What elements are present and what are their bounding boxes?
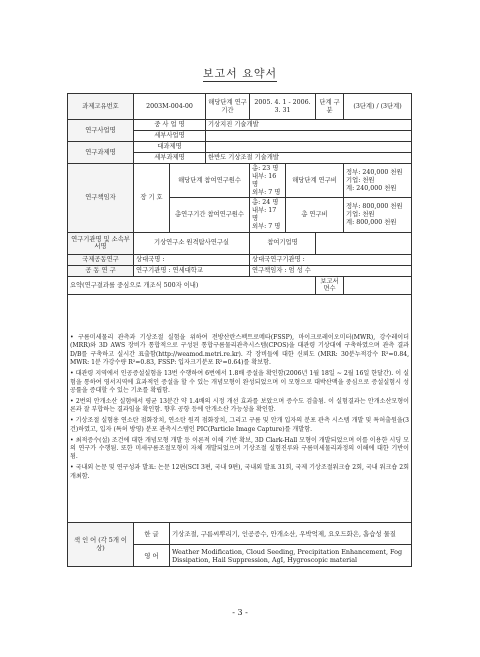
stage-cost-company: 기업: 천원 [346, 176, 375, 184]
summary-item: • 최적증수(설) 조건에 대한 개념모형 개발 등 이론적 이해 기반 확보, 3D Clark-Hall 모형이 개발되었으며 이를 이용한 시딩 모의 연구가 수행됨. 또한 미세구름조절모형이 자체 개발되었으며 기상조절 실험진루와 구름미세물리과정의 이해에 대한 기반이 됨. [70, 436, 410, 461]
stage-people-total: 총: 23 명 [252, 165, 279, 172]
total-people-values [250, 198, 286, 232]
project-number-row [68, 94, 412, 120]
business-label: 연구사업명 [68, 120, 134, 142]
summary-item-text: 기상조절 실험용 연소탄 점화장치, 연소탄 원격 점화장치, 그리고 구름 및 안개 입자의 분포 관측 시스템 개발 및 특허출원을(3건)하였고, 입자 (특허 방영) 분포 관측시스템인 PIC(Particle Image Capture)를 개발함. [70, 417, 410, 433]
project-number-label: 과제고유번호 [68, 94, 134, 120]
mid-business-label: 중 사 업 명 [134, 120, 206, 131]
main-project-label: 대과제명 [134, 142, 206, 153]
detail-business-label: 세부사업명 [134, 131, 206, 142]
stage-cost-total: 계: 240,000 천원 [346, 184, 397, 192]
period-value: 2005. 4. 1 - 2006. 3. 31 [250, 94, 316, 120]
partner-label: 참여기업명 [250, 232, 316, 254]
summary-item-text: 구름미세물리 관측과 기상조절 실험을 위하여 전방산란스펙트로메타(FSSP), 마이크로레이오미터(MWR), 강수레이더(MRR)와 3D AWS 장비가 통합적으로 구성된 통합구름물리관측시스템(CPOS)을 대관령 기상대에 구축하였으며 관측 결과 D/B를 구축하고 실시간 표출함(http://weamod.metri.re.kr). 각 장비들에 대한 신뢰도 (MRR: 30분누적강수 R²=0.84, MWR: 1분 가강수량 R²=0.83, FSSP: 입자크기분포 R²=0.64)를 확보함. [70, 334, 410, 367]
consign-label: 공 동 연 구 [68, 265, 134, 276]
main-project-value [206, 142, 412, 153]
stage-value: (3단계) / (3단계) [344, 94, 412, 120]
summary-body-row [68, 295, 412, 523]
institution-row [68, 232, 412, 254]
institution-label: 연구기관명 및 소속부서명 [68, 232, 134, 254]
keyword-en-label: 영 어 [134, 545, 170, 567]
business-row-1 [68, 120, 412, 131]
keyword-ko-value: 기상조절, 구름씨뿌리기, 인공증수, 안개소산, 우박억제, 요오드화은, 흡습성 물질 [170, 523, 412, 545]
sub-project-value: 한반도 기상조절 기술개발 [206, 153, 412, 164]
total-cost-government: 정부: 800,000 천원 [346, 203, 403, 211]
summary-label: 요약(연구결과를 중심으로 개조식 500자 이내) [68, 276, 316, 295]
keyword-ko-label: 한 글 [134, 523, 170, 545]
partner-value [316, 232, 412, 254]
keyword-row-ko [68, 523, 412, 545]
summary-item: • 기상조절 실험용 연소탄 점화장치, 연소탄 원격 점화장치, 그리고 구름 및 안개 입자의 분포 관측 시스템 개발 및 특허출원을(3건)하였고, 입자 (특허 방영) 분포 관측시스템인 PIC(Particle Image Capture)를 개발함. [70, 417, 410, 433]
summary-item: • 대관령 지역에서 인공증설실험을 13번 수행하여 6번에서 1.8배 증설을 확인함(2006년 1월 18일 ~ 2월 16일 한달간). 이 실험을 통하여 영서지역에 효과적인 증설을 할 수 있는 개념모형이 완성되었으며 이 모형으로 대박산맥을 중심으로 증설실험시 성공률을 증대할 수 있는 기초를 확립함. [70, 370, 410, 394]
summary-body [68, 295, 412, 523]
stage-people-internal: 내부: 16 명 [252, 172, 277, 188]
intl-row [68, 254, 412, 265]
total-cost-total: 계: 800,000 천원 [346, 219, 397, 227]
summary-item: • 구름미세물리 관측과 기상조절 실험을 위하여 전방산란스펙트로메타(FSSP), 마이크로레이오미터(MWR), 강수레이더(MRR)와 3D AWS 장비가 통합적으로 구성된 통합구름물리관측시스템(CPOS)을 대관령 기상대에 구축하였으며 관측 결과 D/B를 구축하고 실시간 표출함(http://weamod.metri.re.kr). 각 장비들에 대한 신뢰도 (MRR: 30분누적강수 R²=0.84, MWR: 1분 가강수량 R²=0.83, FSSP: 입자크기분포 R²=0.64)를 확보함. [70, 334, 410, 367]
total-people-label: 총연구기간 참여연구원수 [170, 198, 250, 232]
total-people-total: 총: 24 명 [252, 199, 279, 207]
stage-people-external: 외부: 7 명 [252, 188, 281, 196]
summary-item: • 2번의 안개소산 실험에서 평균 13분간 약 1.4배의 시정 개선 효과를 보았으며 증수도 검출됨. 이 실험결과는 안개소산모형이론과 잘 부합하는 결과임을 확인함. 향후 공항 등에 안개소산 가능성을 확인함. [70, 397, 410, 414]
document-title-text: 보고서 요약서 [202, 67, 278, 80]
total-people-external: 외부: 7 명 [252, 223, 281, 231]
detail-business-value [206, 131, 412, 142]
page-number: - 3 - [232, 608, 248, 617]
stage-label: 단계 구분 [316, 94, 344, 120]
consign-leader: 연구책임자 : 엄 성 수 [250, 265, 412, 276]
mid-business-value: 기상지진 기술개발 [206, 120, 412, 131]
summary-item: • 국내외 논문 및 연구성과 발표: 논문 12편(SCI 3편, 국내 9편), 국내외 발표 31회, 국제 기상조절워크숍 2회, 국내 워크숍 2회 개최함. [70, 464, 410, 480]
researcher-name: 장 기 호 [134, 164, 170, 233]
sub-project-label: 세부과제명 [134, 153, 206, 164]
total-people-internal: 내부: 17 명 [252, 207, 277, 223]
summary-item-text: 대관령 지역에서 인공증설실험을 13번 수행하여 6번에서 1.8배 증설을 확인함(2006년 1월 18일 ~ 2월 16일 한달간). 이 실험을 통하여 영서지역에 효과적인 증설을 할 수 있는 개념모형이 완성되었으며 이 모형으로 대박산맥을 중심으로 증설실험시 성공률을 증대할 수 있는 기초를 확립함. [70, 370, 410, 394]
summary-item-text: 2번의 안개소산 실험에서 평균 13분간 약 1.4배의 시정 개선 효과를 보았으며 증수도 검출됨. 이 실험결과는 안개소산모형이론과 잘 부합하는 결과임을 확인함. 향후 공항 등에 안개소산 가능성을 확인함. [70, 397, 410, 414]
consign-institution: 연구기관명 : 연세대학교 [134, 265, 250, 276]
institution-value: 기상연구소 원격탐사연구실 [134, 232, 250, 254]
summary-item-text: 국내외 논문 및 연구성과 발표: 논문 12편(SCI 3편, 국내 9편), 국내외 발표 31회, 국제 기상조절워크숍 2회, 국내 워크숍 2회 개최함. [70, 464, 410, 480]
stage-people-label: 해당단계 참여연구원수 [170, 164, 250, 198]
intl-institution: 상대국연구기관명 : [250, 254, 412, 265]
keyword-en-value: Weather Modification, Cloud Seeding, Precipitation Enhancement, Fog Dissipation, Hail Suppression, AgI, Hygroscopic material [170, 545, 412, 567]
report-summary-table [67, 93, 412, 567]
summary-head-row [68, 276, 412, 295]
total-cost-values [344, 198, 412, 232]
period-label: 해당단계 연구기간 [206, 94, 250, 120]
consign-row [68, 265, 412, 276]
project-name-label: 연구과제명 [68, 142, 134, 164]
project-name-row-1 [68, 142, 412, 153]
project-number-value: 2003M-004-00 [134, 94, 206, 120]
stage-people-values [250, 164, 286, 198]
stage-cost-government: 정부: 240,000 천원 [346, 168, 403, 176]
summary-item-text: 최적증수(설) 조건에 대한 개념모형 개발 등 이론적 이해 기반 확보, 3D Clark-Hall 모형이 개발되었으며 이를 이용한 시딩 모의 연구가 수행됨. 또한 미세구름조절모형이 자체 개발되었으며 기상조절 실험진루와 구름미세물리과정의 이해에 대한 기반이 됨. [70, 436, 410, 461]
keyword-label: 색 인 어 (각 5개 이상) [68, 523, 134, 567]
document-title [0, 65, 480, 81]
intl-label: 국제공동연구 [68, 254, 134, 265]
total-cost-label: 총 연구비 [286, 198, 344, 232]
stage-cost-values [344, 164, 412, 198]
pages-label: 보고서 면수 [316, 276, 344, 295]
researcher-row-1 [68, 164, 412, 198]
stage-cost-label: 해당단계 연구비 [286, 164, 344, 198]
pages-value [344, 276, 412, 295]
total-cost-company: 기업: 천원 [346, 211, 375, 219]
researcher-label: 연구책임자 [68, 164, 134, 233]
intl-country: 상대국명 : [134, 254, 250, 265]
